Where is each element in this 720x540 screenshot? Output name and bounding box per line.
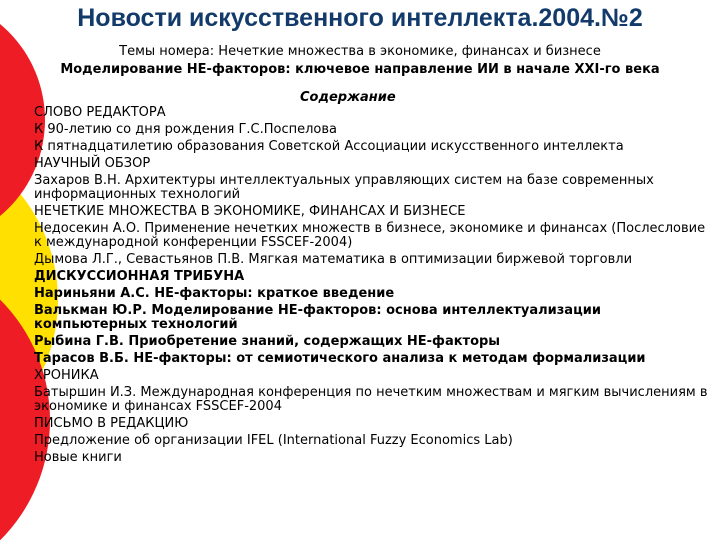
- contents-item: Захаров В.Н. Архитектуры интеллектуальных управляющих систем на базе современных информационных технологий: [34, 173, 654, 202]
- page-title: Новости искусственного интеллекта.2004.№2: [77, 4, 643, 32]
- contents-item: Валькман Ю.Р. Моделирование НЕ-факторов: основа интеллектуализации компьютерных технологий: [34, 303, 601, 332]
- contents-item: Недосекин А.О. Применение нечетких множеств в бизнесе, экономике и финансах (Послесловие к международной конференции FSSCEF-2004): [34, 221, 706, 250]
- contents-item: НАУЧНЫЙ ОБЗОР: [34, 156, 151, 171]
- contents-item: Батыршин И.З. Международная конференция по нечетким множествам и мягким вычислениям в экономике и финансах FSSCEF-2004: [34, 385, 708, 414]
- contents-item: СЛОВО РЕДАКТОРА: [34, 105, 166, 120]
- contents-item: Нариньяни А.С. НЕ-факторы: краткое введение: [34, 286, 395, 301]
- contents-item: Дымова Л.Г., Севастьянов П.В. Мягкая математика в оптимизации биржевой торговли: [34, 252, 633, 267]
- contents-item: Тарасов В.Б. НЕ-факторы: от семиотического анализа к методам формализации: [34, 351, 646, 366]
- table-of-contents: [34, 106, 716, 468]
- issue-topics-line-bold: Моделирование НЕ-факторов: ключевое направление ИИ в начале XXI-го века: [60, 62, 660, 77]
- issue-topics-line: Темы номера: Нечеткие множества в экономике, финансах и бизнесе: [119, 44, 601, 59]
- contents-item: К 90-летию со дня рождения Г.С.Поспелова: [34, 122, 338, 137]
- contents-item: ДИСКУССИОННАЯ ТРИБУНА: [34, 269, 245, 284]
- contents-item: Новые книги: [34, 450, 122, 465]
- contents-item: ПИСЬМО В РЕДАКЦИЮ: [34, 416, 189, 431]
- contents-heading: Содержание: [300, 90, 396, 105]
- contents-item: К пятнадцатилетию образования Советской Ассоциации искусственного интеллекта: [34, 139, 624, 154]
- contents-item: ХРОНИКА: [34, 368, 99, 383]
- contents-item: Рыбина Г.В. Приобретение знаний, содержащих НЕ-факторы: [34, 334, 501, 349]
- contents-item: Предложение об организации IFEL (International Fuzzy Economics Lab): [34, 433, 513, 448]
- contents-item: НЕЧЕТКИЕ МНОЖЕСТВА В ЭКОНОМИКЕ, ФИНАНСАХ И БИЗНЕСЕ: [34, 204, 466, 219]
